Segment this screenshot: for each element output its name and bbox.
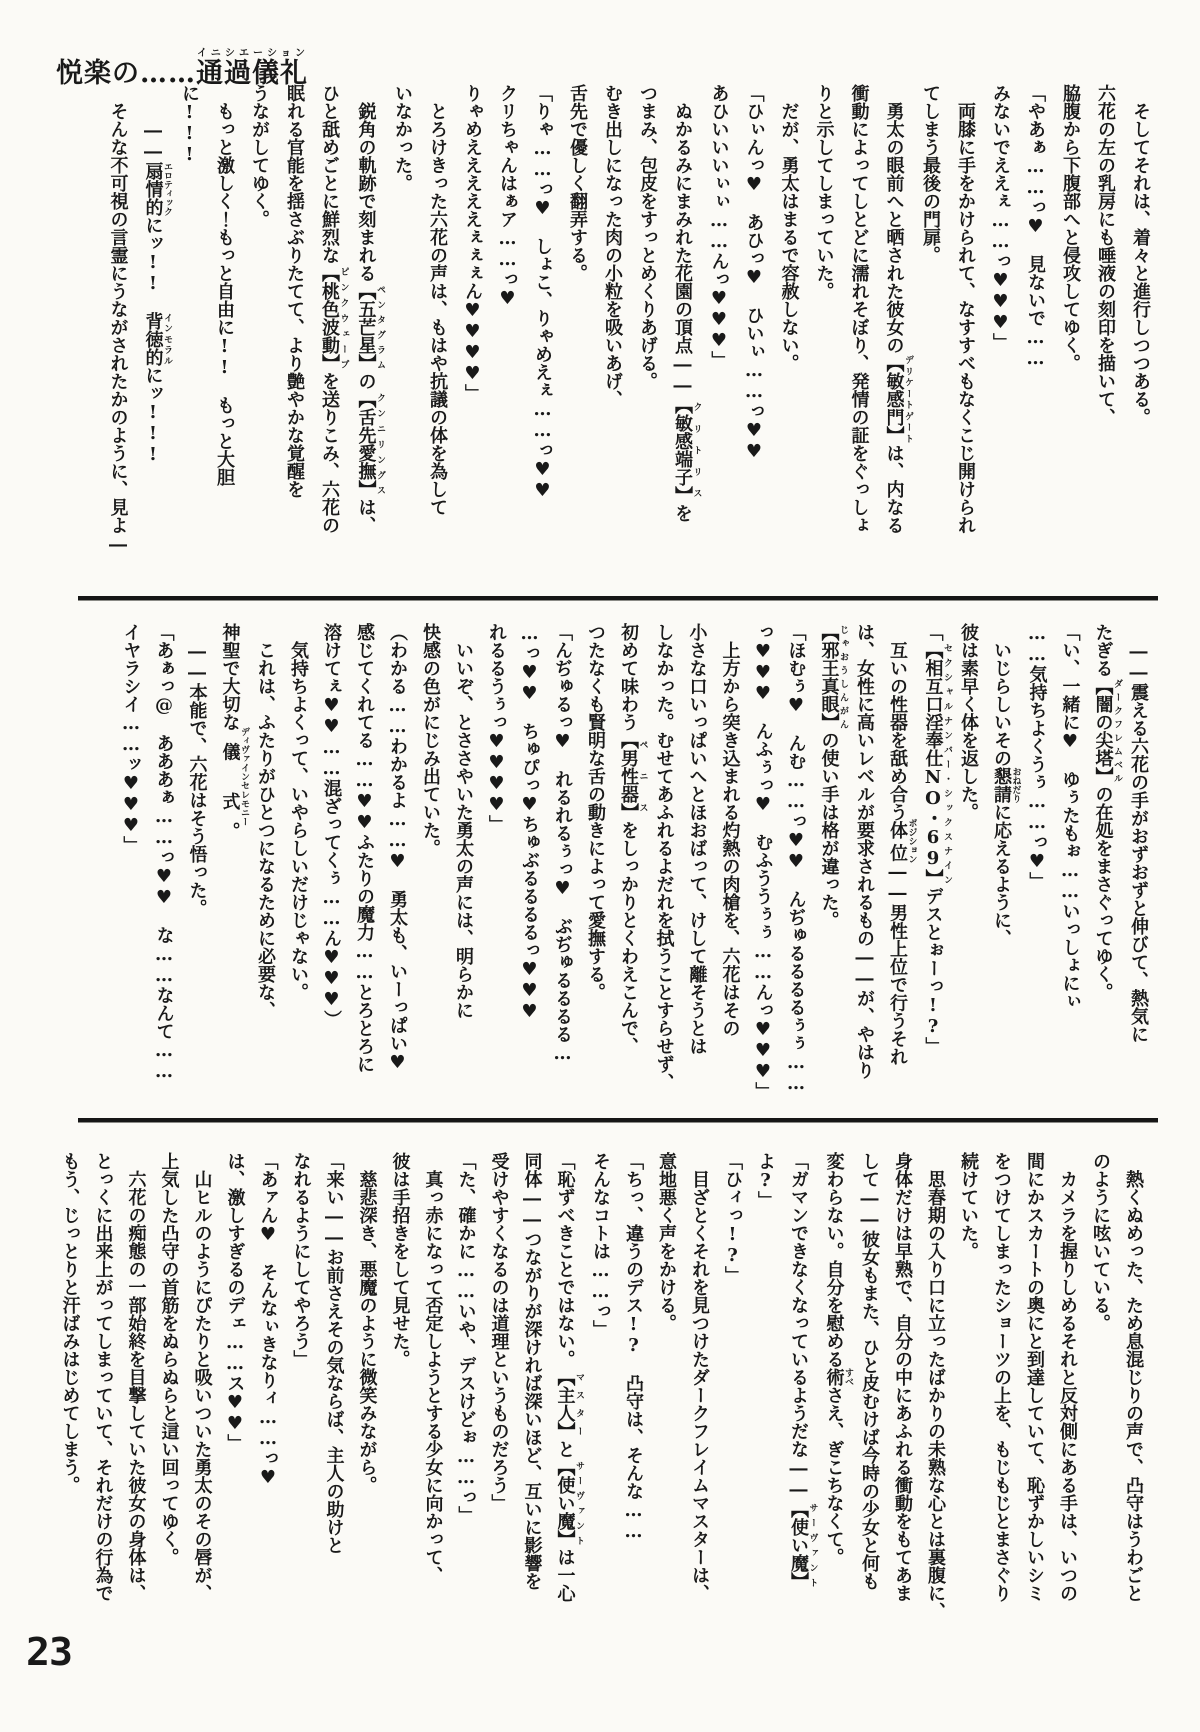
text-column: 山ヒルのようにぴたりと吸いついた勇太のその唇が、	[191, 1152, 213, 1602]
text-column: てしまう最後の門扉。	[920, 84, 941, 264]
text-column: 「た、確かに……いや、デスけどぉ……っ」	[455, 1152, 477, 1524]
text-column: （わかる……わかるよ……♥ 勇太も、いーっぱい♥	[387, 623, 408, 1073]
text-column: りゃめえええええぇぇぇん♥♥♥♥」	[462, 84, 483, 402]
text-column: 同体――つながりが深ければ深いほど、互いに影響を	[521, 1152, 543, 1590]
text-column: 真っ赤になって否定しようとする少女に向かって、	[422, 1152, 444, 1584]
text-column: 「あぁっ@ あああぁ……っ♥♥ な……なんて……	[153, 623, 175, 1082]
text-column: 鋭角の軌跡で刻まれる【五芒星】ペンタグラムの【舌先愛撫】クンニリングスは、	[355, 84, 385, 534]
text-column: のように呟いている。	[1090, 1152, 1111, 1332]
text-column: とっくに出来上がってしまっていて、それだけの行為で	[92, 1152, 114, 1602]
text-column: れるるうぅっ♥♥♥♥」	[486, 623, 507, 833]
text-column: 舌先で優しく翻弄する。	[567, 84, 588, 282]
text-column: 「りゃ……っ♥ しょこ、りゃめえぇ……っ♥♥	[532, 84, 553, 501]
text-column: 感じてくれてる……♥♥ふたりの魔力……とろとろに	[354, 623, 375, 1073]
text-column: ――本能で、六花はそう悟った。	[186, 623, 208, 917]
text-column: 受けやすくなるのは道理というものだろう」	[488, 1152, 510, 1512]
separator-rule	[78, 596, 1158, 601]
text-column: 眠れる官能を揺さぶりたてて、より艶やかな覚醒を	[284, 84, 305, 498]
text-column: 「んぢゅるっ♥ れるれるぅっ♥ ぶぢゅるるるる…	[552, 623, 573, 1064]
text-column: クリちゃんはぁア……っ♥	[497, 84, 518, 309]
separator-rule	[78, 1118, 1158, 1123]
text-column: をつけてしまったショーツの上を、もじもじとまさぐり	[991, 1152, 1012, 1602]
text-block-bottom	[54, 1152, 1151, 1634]
text-column: 溶けてぇ♥♥……混ざってくぅ……ん♥♥♥）	[321, 623, 342, 1028]
text-column: …っ♥♥ ちゅぴっ♥ちゅぶるるるるっ♥♥♥	[519, 623, 540, 1022]
text-column: たぎる【闇の尖塔】ダークフレムベルの在処をまさぐってゆく。	[1092, 623, 1122, 1001]
text-column: 「ちっ、違うのデス!? 凸守は、そんな……	[623, 1152, 644, 1542]
text-column: 彼は素早く体を返した。	[958, 623, 979, 821]
text-column: 小さな口いっぱいへとほおばって、けして離そうとは	[686, 623, 708, 1055]
page-number: 23	[26, 1630, 72, 1674]
text-column: 「ひィっ!?」	[722, 1152, 743, 1284]
text-column: 上気した凸守の首筋をぬらぬらと這い回ってゆく。	[158, 1152, 180, 1566]
text-column: 「ひぃんっ♥ あひっ♥ ひいぃ……っ♥♥	[743, 84, 765, 462]
text-column: これは、ふたりがひとつになるために必要な、	[255, 623, 276, 1019]
text-column: 両膝に手をかけられて、なすすべもなくこじ開けられ	[955, 84, 976, 534]
text-column: 彼は手招きをして見せた。	[389, 1152, 411, 1368]
text-column: なれるようにしてやろう」	[290, 1152, 312, 1368]
text-column: 意地悪く声をかける。	[656, 1152, 677, 1332]
text-column: ……気持ちよくうぅ……っ♥」	[1026, 623, 1048, 890]
text-block-top	[101, 84, 1159, 566]
text-column: 「恥ずべきことではない。【主人】マスターと【使い魔】サーヴァントは一心	[554, 1152, 584, 1602]
text-column: ひと舐めごとに鮮烈な【桃色波動】ピンクウェーブを送りこみ、六花の	[319, 84, 349, 534]
text-column: しなかった。むせてあふれるよだれを拭うことすらせず、	[653, 623, 675, 1091]
text-column: カメラを握りしめるそれと反対側にある手は、いつの	[1057, 1152, 1078, 1602]
text-block-middle	[115, 623, 1156, 1105]
text-column: 初めて味わう【男性器】ペニスをしっかりとくわえこんで、	[618, 623, 648, 1055]
text-column: 慈悲深き、悪魔のように微笑みながら。	[356, 1152, 378, 1494]
text-column: 変わらない。自分を慰める術すべさえ、ぎこちなくて。	[823, 1152, 853, 1566]
text-column: 「い、一緒に♥ ゆぅたもぉ……いっしょにぃ	[1059, 623, 1081, 1010]
text-column: 神聖で大切な儀式ディヴァインセレモニー。	[219, 623, 249, 840]
text-column: あひいいいぃぃ……んっ♥♥♥」	[708, 84, 730, 369]
text-column: うながしてゆく。	[249, 84, 270, 228]
text-column: 続けていた。	[958, 1152, 979, 1260]
text-column: 熱くぬめった、ため息混じりの声で、凸守はうわごと	[1123, 1152, 1144, 1602]
text-column: は、女性に高いレベルが要求されるもの――が、やはり	[854, 623, 875, 1079]
text-column: 「あァん♥ そんなぃきなりィ……っ♥	[257, 1152, 279, 1488]
text-column: は、激しすぎるのデェ……ス♥♥」	[224, 1152, 246, 1452]
text-column: 快感の色がにじみ出ていた。	[420, 623, 441, 857]
text-column: イヤラシイ……ッ♥♥♥」	[120, 623, 142, 854]
text-column: 思春期の入り口に立ったばかりの未熟な心とは裏腹に、	[925, 1152, 946, 1620]
text-column: 【邪王真眼】じゃおうしんがんの使い手は格が違った。	[818, 623, 848, 929]
text-column: りと示してしまっていた。	[813, 84, 835, 300]
text-column: 脇腹から下腹部へと侵攻してゆく。	[1060, 84, 1081, 372]
text-column: いじらしいその懇請おねだりに応えるように、	[991, 623, 1021, 947]
text-column: だが、勇太はまるで容赦しない。	[778, 84, 800, 372]
text-column: 気持ちよくって、いやらしいだけじゃない。	[288, 623, 309, 1001]
text-column: とろけきった六花の声は、もはや抗議の体を為して	[427, 84, 448, 516]
text-column: 「ガマンできなくなっているようだな――【使い魔】サーヴァントよ?」	[755, 1152, 818, 1590]
page-title: 悦楽の……通過儀礼イニシエーション	[56, 48, 308, 90]
text-column: むき出しになった肉の小粒を吸いあげ、	[602, 84, 623, 408]
text-column: つまみ、包皮をすっとめくりあげる。	[637, 84, 658, 390]
text-column: そしてそれは、着々と進行しつつある。	[1130, 84, 1151, 426]
text-column: 身体だけは早熟で、自分の中にあふれる衝動をもてあま	[892, 1152, 913, 1602]
text-column: もっと激しく！もっと自由に!! もっと大胆に!!!	[179, 84, 235, 486]
text-column: 六花の左の乳房にも唾液の刻印を描いて、	[1095, 84, 1116, 426]
text-column: ぬかるみにまみれた花園の頂点――【敏感端子】クリトリスを	[672, 84, 702, 522]
text-column: 間にかスカートの奥にと到達していて、恥ずかしいシミ	[1024, 1152, 1045, 1602]
text-column: 「やあぁ……っ♥ 見ないで……	[1025, 84, 1046, 369]
text-column: 「【相互口淫奉仕NO・69】セクシャルナンバー・シックスナインデスとぉーっ!?」	[922, 623, 952, 1055]
text-column: 互いの性器を舐め合う体位ポジション――男性上位で行うそれ	[887, 623, 917, 1066]
text-column: そんなコトは……っ」	[590, 1152, 611, 1338]
text-column: 六花の痴態の一部始終を目撃していた彼女の身体は、	[125, 1152, 147, 1602]
text-column: みないでええぇ……っ♥♥♥」	[990, 84, 1011, 351]
text-column: 勇太の眼前へと晒された彼女の【敏感門】デリケートゲートは、内なる	[883, 84, 913, 534]
text-column: 上方から突き込まれる灼熱の肉槍を、六花はその	[719, 623, 741, 1037]
text-column: ――扇情的エロティックにッ!! 背徳的インモラルにッ!!!	[142, 84, 172, 465]
text-column: 「来い――お前さえその気ならば、主人の助けと	[323, 1152, 345, 1554]
text-column: つたなくも賢明な舌の動きによって愛撫する。	[585, 623, 606, 1001]
text-column: 目ざとくそれを見つけたダークフレイムマスターは、	[689, 1152, 710, 1602]
text-column: もう、じっとりと汗ばみはじめてしまう。	[59, 1152, 81, 1494]
text-column: 「ほむぅ♥ んむ……っ♥♥ んぢゅるるるるぅぅ……	[785, 623, 807, 1094]
text-column: ――震える六花の手がおずおずと伸びて、熱気に	[1128, 623, 1149, 1043]
text-column: いなかった。	[392, 84, 413, 192]
text-column: いいぞ、とささやいた勇太の声には、明らかに	[453, 623, 474, 1019]
text-column: っ♥♥♥ んふぅっ♥ むふううぅぅ……んっ♥♥♥」	[752, 623, 774, 1100]
text-column: して――彼女もまた、ひと皮むけば今時の少女と何も	[859, 1152, 880, 1590]
text-column: 衝動によってしとどに濡れそぼり、発情の証をぐっしょ	[848, 84, 870, 534]
text-column: そんな不可視の言霊にうながされたかのように、見よ―	[107, 84, 129, 555]
